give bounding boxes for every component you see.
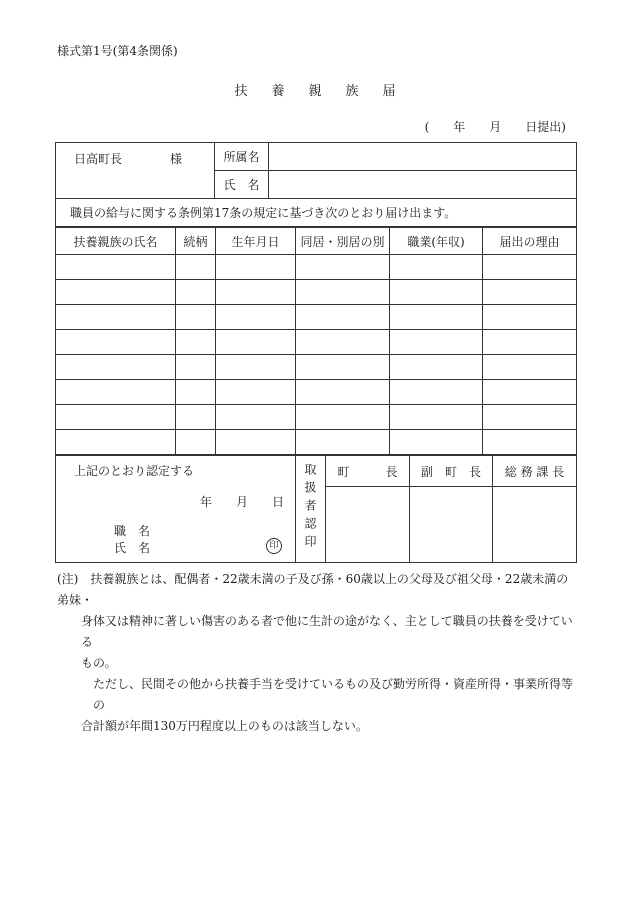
cell-cohabitation[interactable]	[296, 430, 390, 455]
cell-occupation[interactable]	[390, 305, 483, 330]
handler-seal-label: 取扱者認印	[303, 462, 317, 553]
table-row	[56, 305, 577, 330]
dependent-rows	[56, 255, 577, 455]
certification-text: 上記のとおり認定する	[74, 464, 195, 478]
declaration-text: 職員の給与に関する条例第17条の規定に基づき次のとおり届け出ます。	[56, 199, 577, 227]
cell-occupation[interactable]	[390, 405, 483, 430]
approver-deputy-mayor-label: 副 町 長	[410, 456, 493, 487]
cell-reason[interactable]	[483, 255, 577, 280]
cell-relationship[interactable]	[176, 430, 216, 455]
cell-cohabitation[interactable]	[296, 355, 390, 380]
notes	[57, 569, 577, 737]
cell-occupation[interactable]	[390, 380, 483, 405]
table-row	[56, 405, 577, 430]
cell-birthdate[interactable]	[216, 380, 296, 405]
applicant-table	[55, 142, 577, 227]
document-title: 扶養親族届	[234, 84, 420, 99]
cell-relationship[interactable]	[176, 355, 216, 380]
col-header-relationship: 続柄	[176, 228, 216, 255]
honorific: 様	[170, 152, 183, 166]
cell-name[interactable]	[56, 380, 176, 405]
cell-name[interactable]	[56, 280, 176, 305]
cell-relationship[interactable]	[176, 330, 216, 355]
affiliation-field[interactable]	[269, 143, 577, 171]
cell-birthdate[interactable]	[216, 405, 296, 430]
note-text-1: 扶養親族とは、配偶者・22歳未満の子及び孫・60歳以上の父母及び祖父母・22歳未満の弟妹・	[57, 572, 569, 607]
col-header-reason: 届出の理由	[483, 228, 577, 255]
table-row	[56, 380, 577, 405]
approver-mayor-label: 町 長	[326, 456, 410, 487]
approver-general-affairs-seal-box[interactable]	[493, 487, 577, 563]
cell-reason[interactable]	[483, 430, 577, 455]
applicant-name-label: 氏 名	[215, 171, 269, 199]
cell-birthdate[interactable]	[216, 305, 296, 330]
certifier-title-label: 職 名	[114, 524, 151, 538]
form-number: 様式第1号(第4条関係)	[57, 44, 178, 58]
approver-mayor-seal-box[interactable]	[326, 487, 410, 563]
cell-birthdate[interactable]	[216, 430, 296, 455]
cell-cohabitation[interactable]	[296, 330, 390, 355]
approver-deputy-mayor-seal-box[interactable]	[410, 487, 493, 563]
certification-table	[55, 455, 577, 563]
cell-cohabitation[interactable]	[296, 405, 390, 430]
cell-relationship[interactable]	[176, 280, 216, 305]
note-line-2: 身体又は精神に著しい傷害のある者で他に生計の途がなく、主として職員の扶養を受けている	[81, 614, 573, 649]
handler-seal-cell	[296, 456, 326, 563]
cell-name[interactable]	[56, 430, 176, 455]
table-row	[56, 430, 577, 455]
table-row	[56, 280, 577, 305]
certifier-name-label: 氏 名	[114, 541, 151, 555]
addressee: 日高町長	[74, 152, 123, 166]
cell-reason[interactable]	[483, 355, 577, 380]
seal-mark-icon: 印	[266, 538, 282, 554]
cell-occupation[interactable]	[390, 330, 483, 355]
cell-name[interactable]	[56, 405, 176, 430]
cell-relationship[interactable]	[176, 255, 216, 280]
cell-birthdate[interactable]	[216, 255, 296, 280]
cell-birthdate[interactable]	[216, 280, 296, 305]
cell-reason[interactable]	[483, 330, 577, 355]
note-marker: (注)	[57, 572, 79, 586]
cell-name[interactable]	[56, 255, 176, 280]
cell-birthdate[interactable]	[216, 355, 296, 380]
cell-cohabitation[interactable]	[296, 255, 390, 280]
col-header-occupation: 職業(年収)	[390, 228, 483, 255]
note-line-4: ただし、民間その他から扶養手当を受けているもの及び勤労所得・資産所得・事業所得等の	[93, 677, 574, 712]
cell-reason[interactable]	[483, 405, 577, 430]
cell-relationship[interactable]	[176, 405, 216, 430]
affiliation-label: 所属名	[215, 143, 269, 171]
cell-cohabitation[interactable]	[296, 380, 390, 405]
addressee-cell	[56, 143, 215, 199]
cell-name[interactable]	[56, 305, 176, 330]
note-line-5: 合計額が年間130万円程度以上のものは該当しない。	[81, 719, 368, 733]
cell-occupation[interactable]	[390, 355, 483, 380]
cell-cohabitation[interactable]	[296, 305, 390, 330]
submission-date: ( 年 月 日提出)	[424, 120, 566, 134]
table-row	[56, 355, 577, 380]
cell-birthdate[interactable]	[216, 330, 296, 355]
note-line-3: もの。	[81, 656, 117, 670]
cell-reason[interactable]	[483, 280, 577, 305]
table-row	[56, 330, 577, 355]
cell-reason[interactable]	[483, 305, 577, 330]
table-row	[56, 255, 577, 280]
certification-date: 年 月 日	[200, 495, 285, 509]
approver-general-affairs-label: 総 務 課 長	[493, 456, 577, 487]
cell-relationship[interactable]	[176, 380, 216, 405]
cell-name[interactable]	[56, 355, 176, 380]
applicant-name-field[interactable]	[269, 171, 577, 199]
cell-reason[interactable]	[483, 380, 577, 405]
col-header-cohabitation: 同居・別居の別	[296, 228, 390, 255]
certification-cell	[56, 456, 296, 563]
cell-occupation[interactable]	[390, 255, 483, 280]
dependents-table	[55, 227, 577, 455]
cell-relationship[interactable]	[176, 305, 216, 330]
cell-name[interactable]	[56, 330, 176, 355]
cell-occupation[interactable]	[390, 430, 483, 455]
col-header-dependent-name: 扶養親族の氏名	[56, 228, 176, 255]
cell-occupation[interactable]	[390, 280, 483, 305]
note-line-1	[57, 569, 577, 611]
col-header-birthdate: 生年月日	[216, 228, 296, 255]
cell-cohabitation[interactable]	[296, 280, 390, 305]
